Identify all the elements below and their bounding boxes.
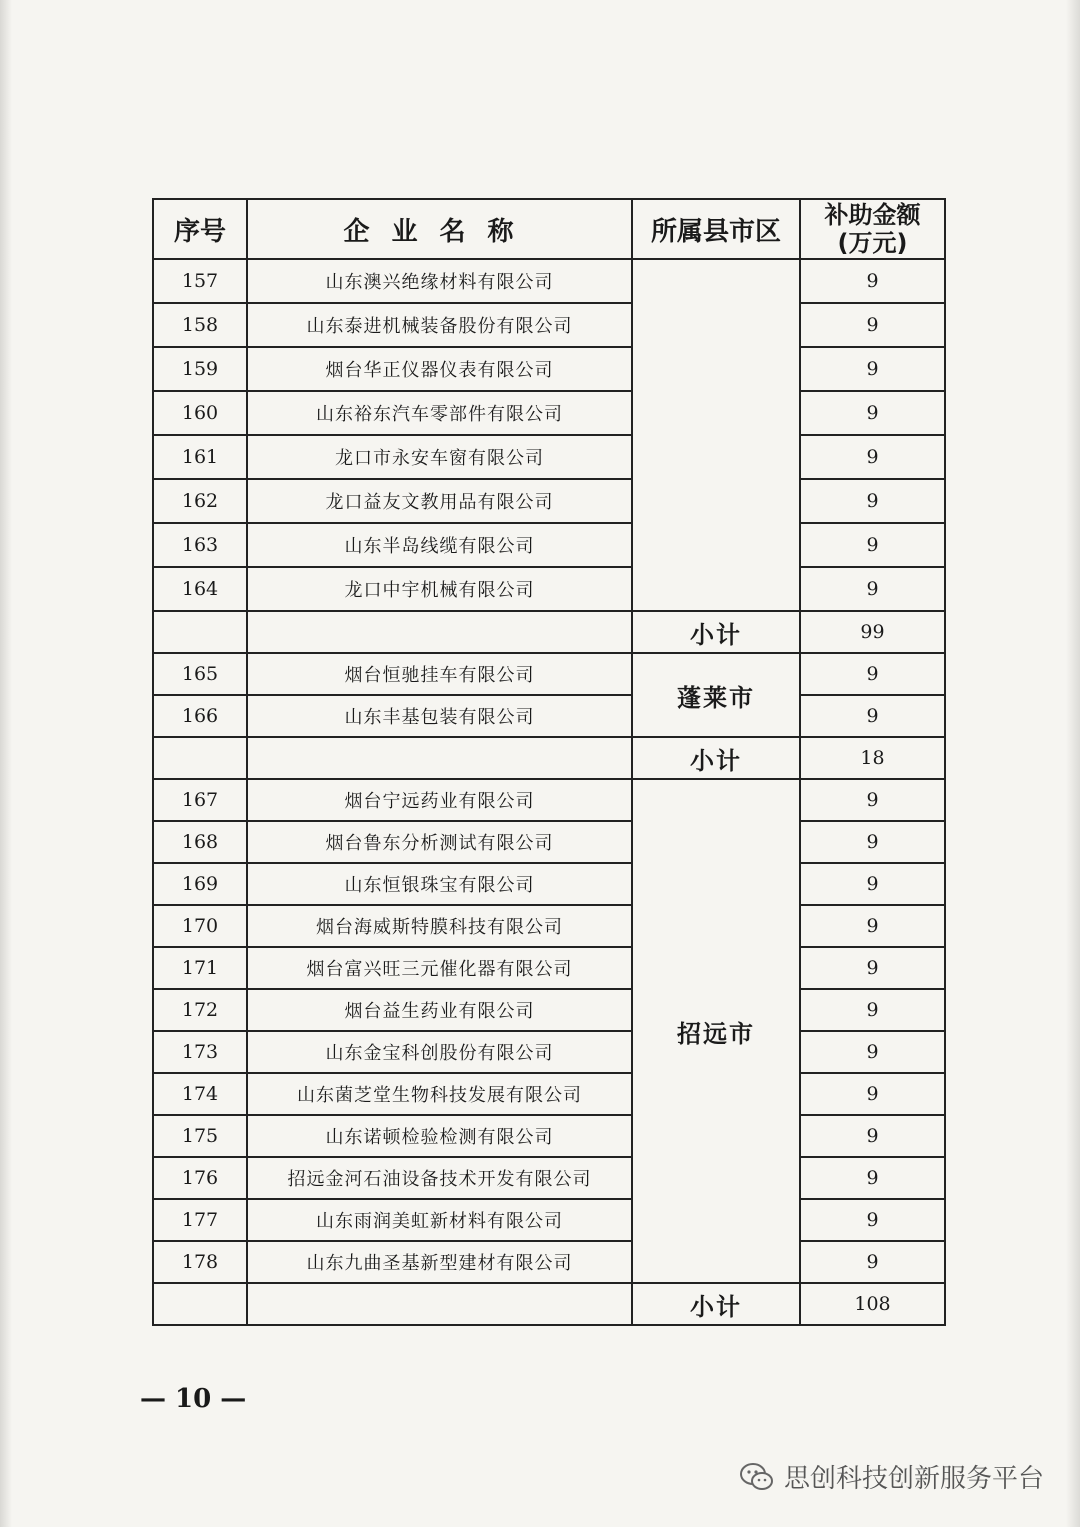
row-company-name: 招远金河石油设备技术开发有限公司 xyxy=(247,1157,632,1199)
table-row xyxy=(153,779,945,821)
row-amount: 9 xyxy=(800,435,945,479)
table-row xyxy=(153,947,945,989)
table-row xyxy=(153,391,945,435)
header-name: 企业名称 xyxy=(247,199,632,259)
subtotal-row xyxy=(153,1283,945,1325)
row-amount: 9 xyxy=(800,863,945,905)
table-row xyxy=(153,567,945,611)
table-row xyxy=(153,523,945,567)
row-company-name: 山东裕东汽车零部件有限公司 xyxy=(247,391,632,435)
row-seq xyxy=(153,611,247,653)
table-row xyxy=(153,1073,945,1115)
row-company-name: 山东菌芝堂生物科技发展有限公司 xyxy=(247,1073,632,1115)
row-company-name: 龙口市永安车窗有限公司 xyxy=(247,435,632,479)
row-seq: 165 xyxy=(153,653,247,695)
row-seq: 178 xyxy=(153,1241,247,1283)
subtotal-label: 小计 xyxy=(632,1283,800,1325)
row-company-name: 山东半岛线缆有限公司 xyxy=(247,523,632,567)
row-amount: 9 xyxy=(800,779,945,821)
row-company-name xyxy=(247,737,632,779)
row-amount: 9 xyxy=(800,821,945,863)
row-company-name: 烟台华正仪器仪表有限公司 xyxy=(247,347,632,391)
subtotal-label: 小计 xyxy=(632,737,800,779)
table-row xyxy=(153,653,945,695)
row-company-name: 山东澳兴绝缘材料有限公司 xyxy=(247,259,632,303)
table-row xyxy=(153,347,945,391)
row-company-name: 烟台恒驰挂车有限公司 xyxy=(247,653,632,695)
header-seq: 序号 xyxy=(153,199,247,259)
row-seq: 175 xyxy=(153,1115,247,1157)
row-seq: 172 xyxy=(153,989,247,1031)
row-seq: 168 xyxy=(153,821,247,863)
row-amount: 9 xyxy=(800,523,945,567)
row-amount: 9 xyxy=(800,567,945,611)
row-company-name: 烟台益生药业有限公司 xyxy=(247,989,632,1031)
row-company-name: 烟台富兴旺三元催化器有限公司 xyxy=(247,947,632,989)
row-company-name: 烟台海威斯特膜科技有限公司 xyxy=(247,905,632,947)
table-row xyxy=(153,435,945,479)
table-row xyxy=(153,821,945,863)
wechat-icon xyxy=(740,1462,774,1492)
row-seq: 174 xyxy=(153,1073,247,1115)
row-company-name: 山东丰基包装有限公司 xyxy=(247,695,632,737)
header-county: 所属县市区 xyxy=(632,199,800,259)
table-row xyxy=(153,259,945,303)
row-amount: 9 xyxy=(800,1031,945,1073)
watermark xyxy=(740,1458,1044,1495)
page-edge-right xyxy=(1066,0,1080,1527)
table-row xyxy=(153,905,945,947)
header-amount xyxy=(800,199,945,259)
row-seq: 169 xyxy=(153,863,247,905)
row-amount: 9 xyxy=(800,259,945,303)
row-company-name xyxy=(247,611,632,653)
row-seq: 171 xyxy=(153,947,247,989)
row-seq xyxy=(153,737,247,779)
row-amount: 9 xyxy=(800,905,945,947)
row-amount: 9 xyxy=(800,1115,945,1157)
table-row xyxy=(153,1157,945,1199)
subtotal-row xyxy=(153,737,945,779)
row-amount: 9 xyxy=(800,1073,945,1115)
page-number: — 10 — xyxy=(140,1384,247,1414)
row-company-name: 山东雨润美虹新材料有限公司 xyxy=(247,1199,632,1241)
row-county-blank xyxy=(632,259,800,611)
subtotal-label: 小计 xyxy=(632,611,800,653)
row-seq: 176 xyxy=(153,1157,247,1199)
row-company-name: 山东诺顿检验检测有限公司 xyxy=(247,1115,632,1157)
subtotal-amount: 18 xyxy=(800,737,945,779)
row-seq: 159 xyxy=(153,347,247,391)
table-header-row xyxy=(153,199,945,259)
table-row xyxy=(153,479,945,523)
row-amount: 9 xyxy=(800,1157,945,1199)
row-company-name: 龙口中宇机械有限公司 xyxy=(247,567,632,611)
subtotal-row xyxy=(153,611,945,653)
row-company-name: 山东金宝科创股份有限公司 xyxy=(247,1031,632,1073)
table-row xyxy=(153,303,945,347)
row-amount: 9 xyxy=(800,695,945,737)
row-company-name xyxy=(247,1283,632,1325)
row-seq: 163 xyxy=(153,523,247,567)
row-company-name: 龙口益友文教用品有限公司 xyxy=(247,479,632,523)
county-penglai: 蓬莱市 xyxy=(632,653,800,737)
row-company-name: 烟台鲁东分析测试有限公司 xyxy=(247,821,632,863)
row-seq: 167 xyxy=(153,779,247,821)
row-seq: 177 xyxy=(153,1199,247,1241)
table-row xyxy=(153,1031,945,1073)
subtotal-amount: 108 xyxy=(800,1283,945,1325)
row-company-name: 山东九曲圣基新型建材有限公司 xyxy=(247,1241,632,1283)
header-amount-text: 补助金额(万元) xyxy=(824,201,921,257)
county-zhaoyuan: 招远市 xyxy=(632,779,800,1283)
row-seq: 170 xyxy=(153,905,247,947)
row-amount: 9 xyxy=(800,1199,945,1241)
row-seq: 161 xyxy=(153,435,247,479)
row-amount: 9 xyxy=(800,653,945,695)
row-amount: 9 xyxy=(800,479,945,523)
table-row xyxy=(153,989,945,1031)
row-seq: 158 xyxy=(153,303,247,347)
row-amount: 9 xyxy=(800,391,945,435)
watermark-text: 思创科技创新服务平台 xyxy=(783,1464,1044,1494)
subtotal-amount: 99 xyxy=(800,611,945,653)
row-seq: 160 xyxy=(153,391,247,435)
grant-table xyxy=(152,198,946,1326)
row-amount: 9 xyxy=(800,303,945,347)
row-seq: 162 xyxy=(153,479,247,523)
row-seq: 173 xyxy=(153,1031,247,1073)
table-row xyxy=(153,695,945,737)
table-row xyxy=(153,1241,945,1283)
row-seq: 164 xyxy=(153,567,247,611)
row-company-name: 山东恒银珠宝有限公司 xyxy=(247,863,632,905)
row-amount: 9 xyxy=(800,989,945,1031)
row-amount: 9 xyxy=(800,347,945,391)
row-amount: 9 xyxy=(800,947,945,989)
row-seq: 157 xyxy=(153,259,247,303)
row-seq: 166 xyxy=(153,695,247,737)
row-amount: 9 xyxy=(800,1241,945,1283)
row-seq xyxy=(153,1283,247,1325)
table-row xyxy=(153,1115,945,1157)
table-row xyxy=(153,1199,945,1241)
row-company-name: 山东泰进机械装备股份有限公司 xyxy=(247,303,632,347)
table-row xyxy=(153,863,945,905)
page-edge-left xyxy=(0,0,12,1527)
row-company-name: 烟台宁远药业有限公司 xyxy=(247,779,632,821)
